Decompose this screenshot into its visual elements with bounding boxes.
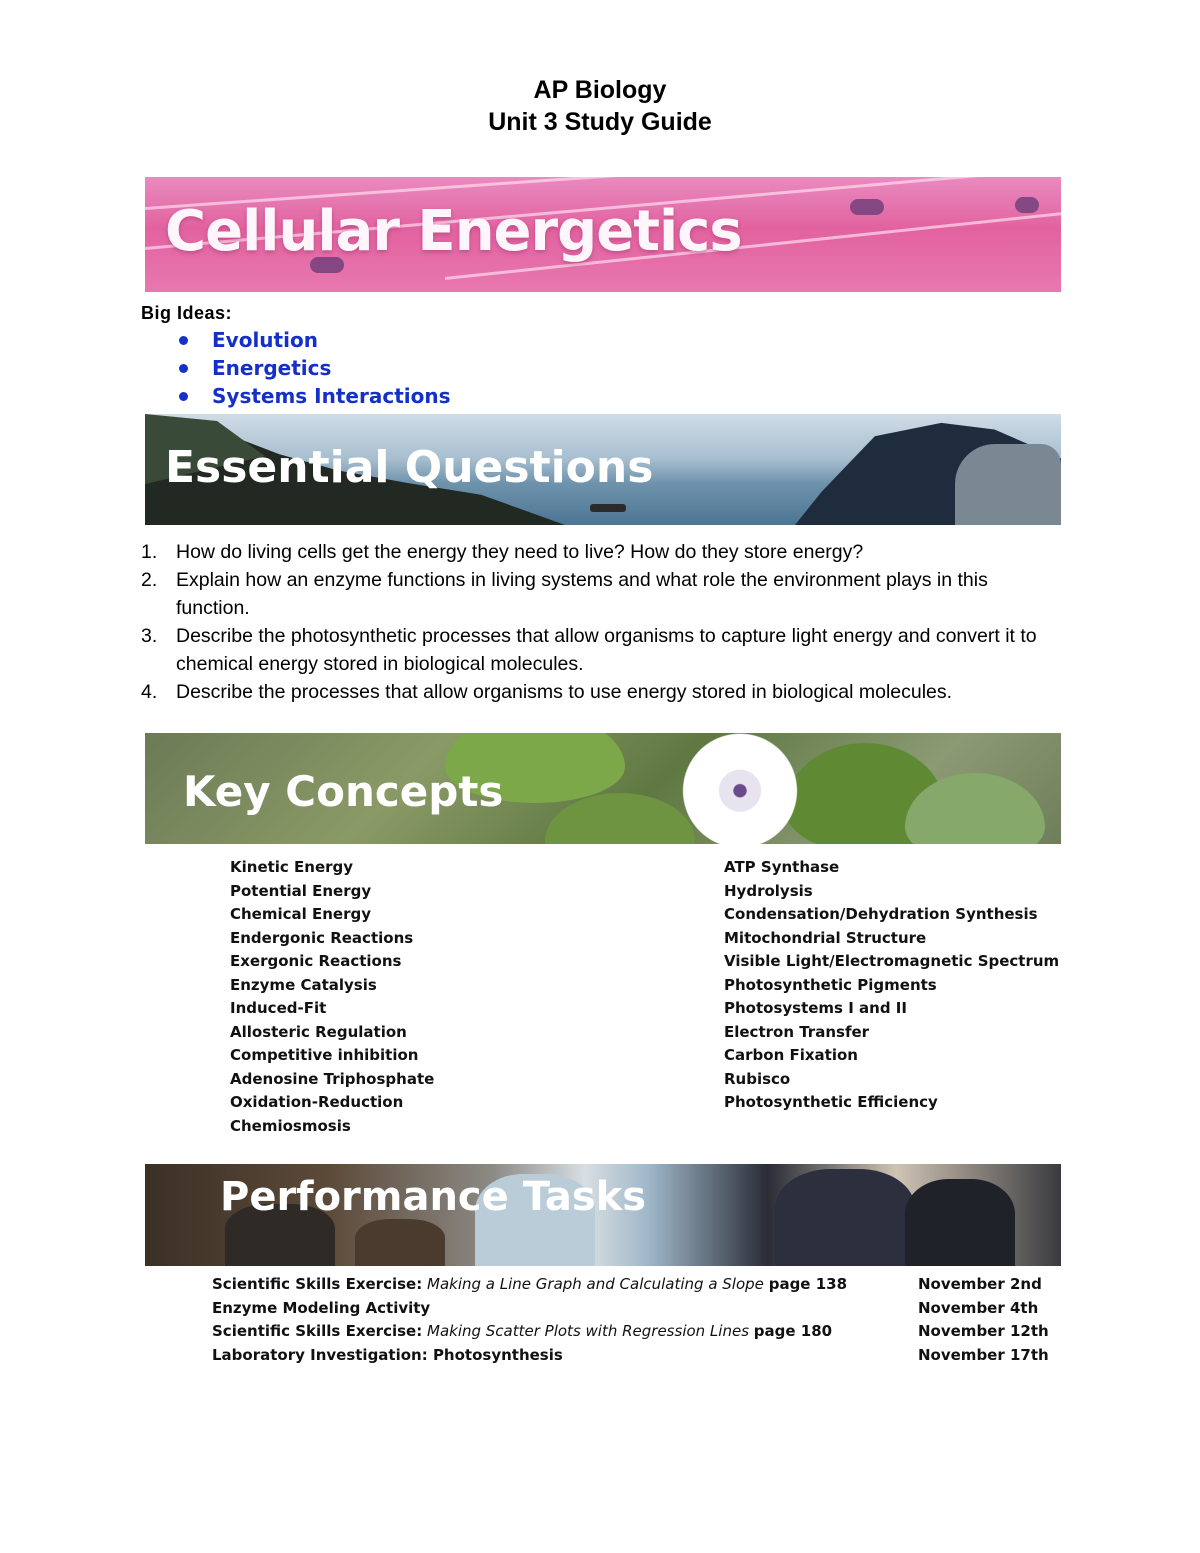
table-row: Enzyme Modeling Activity November 4th: [212, 1297, 1052, 1321]
banner-title: Essential Questions: [165, 442, 654, 493]
list-item: Photosystems I and II: [724, 999, 907, 1017]
list-item: Oxidation-Reduction: [230, 1093, 404, 1111]
list-item: 4. Describe the processes that allow organisms to use energy stored in biological molecules.: [141, 681, 953, 703]
list-item: Visible Light/Electromagnetic Spectrum: [724, 952, 1060, 970]
table-row: Scientific Skills Exercise: Making Scatter Plots with Regression Lines page 180 November 12th: [212, 1320, 1052, 1344]
list-item: Hydrolysis: [724, 881, 813, 900]
banner-title: Performance Tasks: [220, 1174, 647, 1220]
list-item: Photosynthetic Pigments: [724, 975, 937, 994]
list-item: 2. Explain how an enzyme functions in living systems and what role the environment plays in this function.: [141, 569, 988, 619]
table-row: Laboratory Investigation: Photosynthesis November 17th: [212, 1344, 1052, 1368]
essential-questions-list: [141, 538, 1061, 706]
list-item: Endergonic Reactions: [230, 928, 414, 947]
list-item: Condensation/Dehydration Synthesis: [724, 905, 1038, 923]
task-date: November 4th: [918, 1298, 1039, 1317]
list-item: Adenosine Triphosphate: [230, 1069, 435, 1088]
table-row: Scientific Skills Exercise: Making a Line Graph and Calculating a Slope page 138 November 2nd: [212, 1273, 1052, 1297]
list-item: Rubisco: [724, 1069, 791, 1088]
flower-image: [655, 733, 825, 844]
list-item: Kinetic Energy: [230, 858, 354, 876]
key-concepts-left-list: [230, 856, 434, 1138]
list-item: Mitochondrial Structure: [724, 928, 927, 947]
banner-title: Key Concepts: [183, 767, 504, 816]
bullet-icon: [179, 336, 188, 345]
key-concepts-banner: [145, 733, 1061, 844]
task-date: November 2nd: [918, 1275, 1042, 1293]
list-item: Allosteric Regulation: [230, 1022, 407, 1041]
doc-title: AP Biology: [533, 76, 667, 104]
list-item: Electron Transfer: [724, 1022, 870, 1041]
list-item: Enzyme Catalysis: [230, 975, 377, 994]
list-item: Chemiosmosis: [230, 1116, 351, 1135]
task-date: November 12th: [918, 1322, 1049, 1340]
bullet-icon: [179, 392, 188, 401]
list-item: Systems Interactions: [176, 382, 451, 410]
big-ideas-label: Big Ideas:: [141, 303, 233, 323]
list-item: Chemical Energy: [230, 905, 372, 923]
performance-tasks-banner: [145, 1164, 1061, 1266]
list-item: 3. Describe the photosynthetic processes that allow organisms to capture light energy and convert it to chemical energy stored in biological molecules.: [141, 625, 1037, 675]
list-item: Carbon Fixation: [724, 1046, 858, 1064]
list-item: ATP Synthase: [724, 858, 840, 876]
banner-title: Cellular Energetics: [165, 199, 742, 264]
task-date: November 17th: [918, 1345, 1049, 1364]
performance-tasks-list: [212, 1273, 1052, 1367]
list-item: Photosynthetic Efficiency: [724, 1093, 938, 1111]
boat-image: [590, 504, 626, 512]
list-item: Energetics: [176, 354, 451, 382]
essential-questions-banner: [145, 414, 1061, 525]
key-concepts-right-list: [724, 856, 1059, 1115]
cellular-energetics-banner: [145, 177, 1061, 292]
list-item: Competitive inhibition: [230, 1046, 419, 1064]
list-item: Exergonic Reactions: [230, 952, 402, 970]
big-ideas-list: [176, 326, 451, 410]
list-item: Induced-Fit: [230, 999, 327, 1017]
list-item: Potential Energy: [230, 881, 372, 900]
list-item: Evolution: [176, 326, 451, 354]
bullet-icon: [179, 364, 188, 373]
list-item: 1. How do living cells get the energy they need to live? How do they store energy?: [141, 541, 864, 563]
person-image: [955, 444, 1061, 525]
doc-subtitle: Unit 3 Study Guide: [488, 108, 712, 136]
